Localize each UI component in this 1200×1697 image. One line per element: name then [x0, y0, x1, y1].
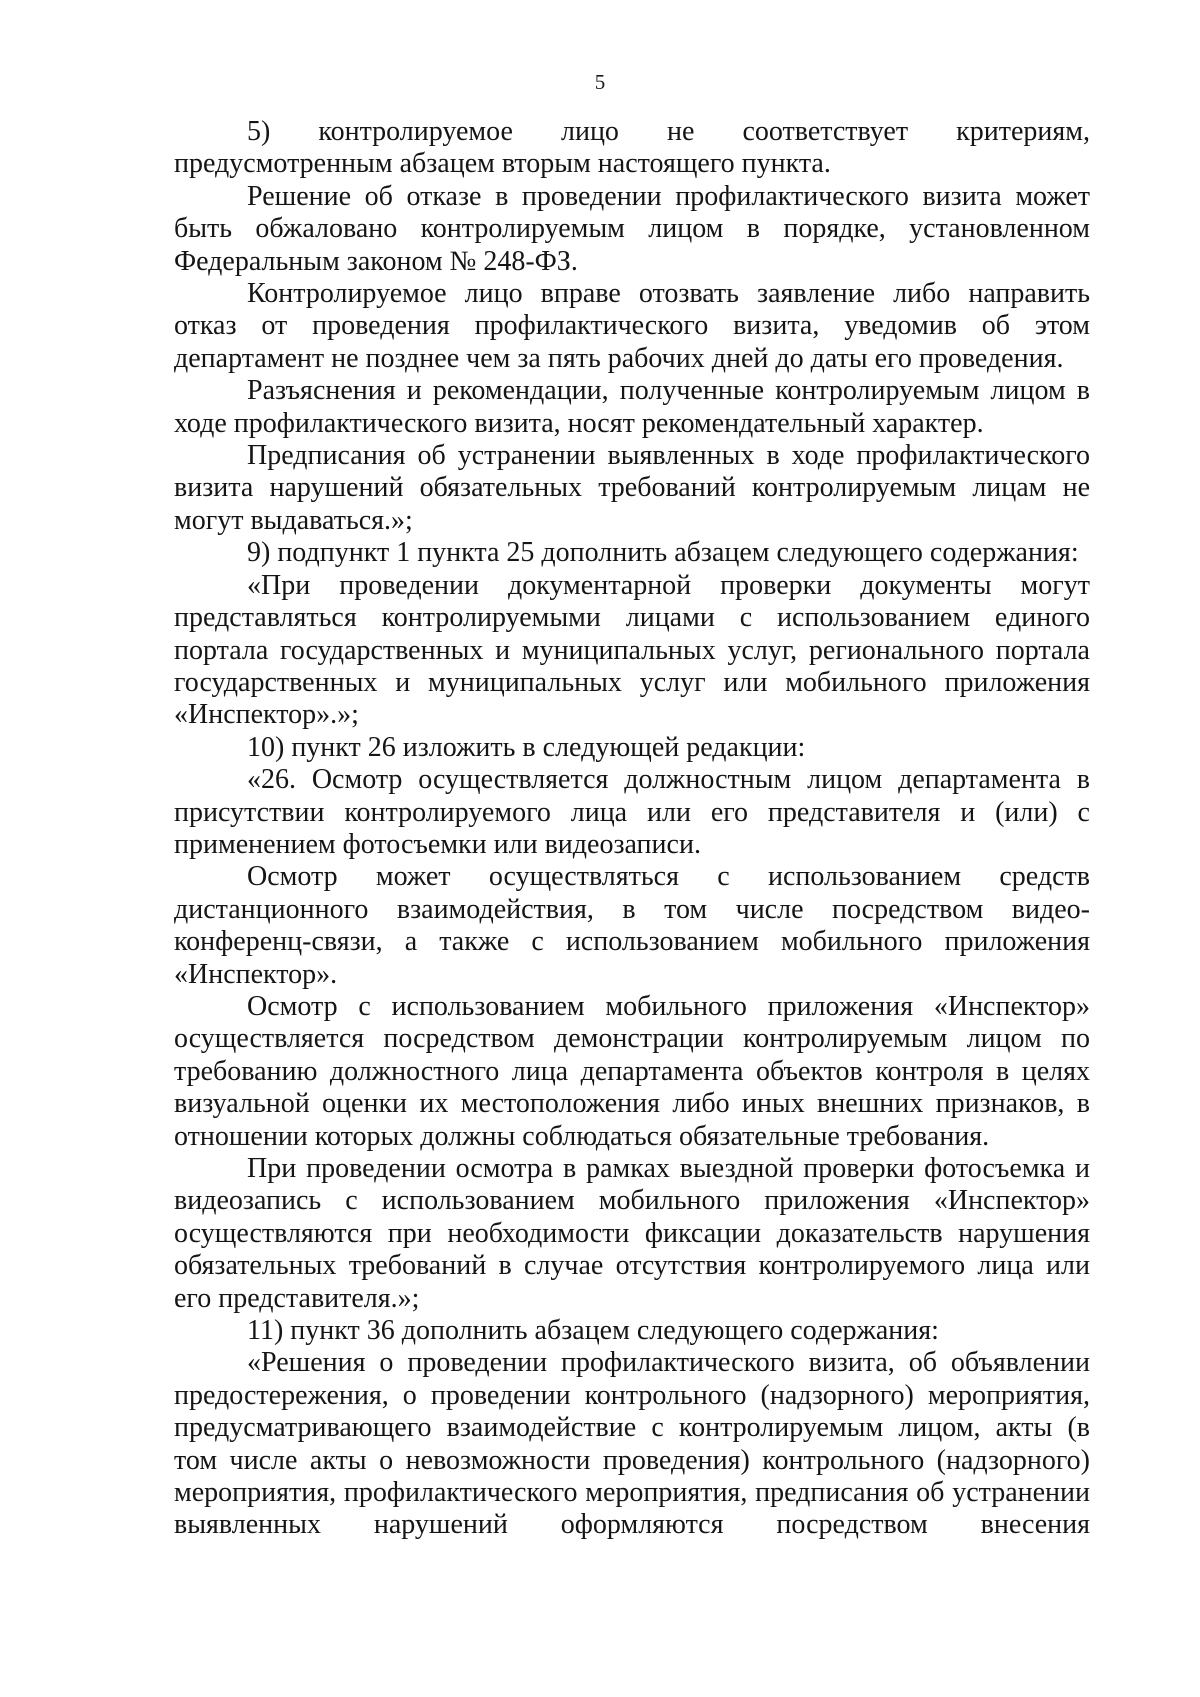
page-number: 5	[594, 70, 606, 94]
paragraph-item-10: 10) пункт 26 изложить в следующей редакции:	[247, 731, 806, 763]
paragraph-remote-inspection: Осмотр может осуществляться с использованием средств дистанционного взаимодействия, в том числе посредством видео-конференц-связи, а также с использованием мобильного приложения «Инспектор».	[174, 861, 1090, 990]
paragraph-item-5: 5) контролируемое лицо не соответствует критериям, предусмотренным абзацем вторым настоящего пункта.	[174, 116, 1090, 180]
paragraph-mobile-inspection: Осмотр с использованием мобильного приложения «Инспектор» осуществляется посредством демонстрации контролируемым лицом по требованию должностного лица департамента объектов контроля в целях визуальной оценки их местоположения либо иных внешних признаков, в отношении которых должны соблюдаться обязательные требования.	[174, 990, 1090, 1152]
paragraph-documentary-check: «При проведении документарной проверки документы могут представляться контролируемыми лицами с использованием единого портала государственных и муниципальных услуг, регионального портала государственных и муниципальных услуг или мобильного приложения «Инспектор».»;	[174, 569, 1090, 731]
paragraph-explanations: Разъяснения и рекомендации, полученные контролируемым лицом в ходе профилактического визита, носят рекомендательный характер.	[174, 375, 1090, 439]
paragraph-item-11: 11) пункт 36 дополнить абзацем следующего содержания:	[247, 1315, 939, 1347]
paragraph-prescriptions: Предписания об устранении выявленных в ходе профилактического визита нарушений обязательных требований контролируемым лицам не могут выдаваться.»;	[174, 440, 1090, 536]
paragraph-appeal-refusal: Решение об отказе в проведении профилактического визита может быть обжаловано контролируемым лицом в порядке, установленном Федеральным законом № 248-ФЗ.	[174, 180, 1090, 277]
paragraph-field-check: При проведении осмотра в рамках выездной проверки фотосъемка и видеозапись с использованием мобильного приложения «Инспектор» осуществляются при необходимости фиксации доказательств нарушения обязательных требований в случае отсутствия контролируемого лица или его представителя.»;	[174, 1153, 1090, 1314]
paragraph-decisions: «Решения о проведении профилактического визита, об объявлении предостережения, о проведении контрольного (надзорного) мероприятия, предусматривающего взаимодействие с контролируемым лицом, акты (в том числе акты о невозможности проведения) контрольного (надзорного) мероприятия, профилактического мероприятия, предписания об устранении выявленных нарушений оформляются посредством внесения	[174, 1347, 1090, 1541]
document-body	[174, 116, 1090, 1542]
paragraph-clause-26: «26. Осмотр осуществляется должностным лицом департамента в присутствии контролируемого лица или его представителя и (или) с применением фотосъемки или видеозаписи.	[174, 764, 1090, 860]
paragraph-item-9: 9) подпункт 1 пункта 25 дополнить абзацем следующего содержания:	[247, 537, 1079, 569]
paragraph-withdraw-application: Контролируемое лицо вправе отозвать заявление либо направить отказ от проведения профилактического визита, уведомив об этом департамент не позднее чем за пять рабочих дней до даты его проведения.	[174, 278, 1090, 374]
